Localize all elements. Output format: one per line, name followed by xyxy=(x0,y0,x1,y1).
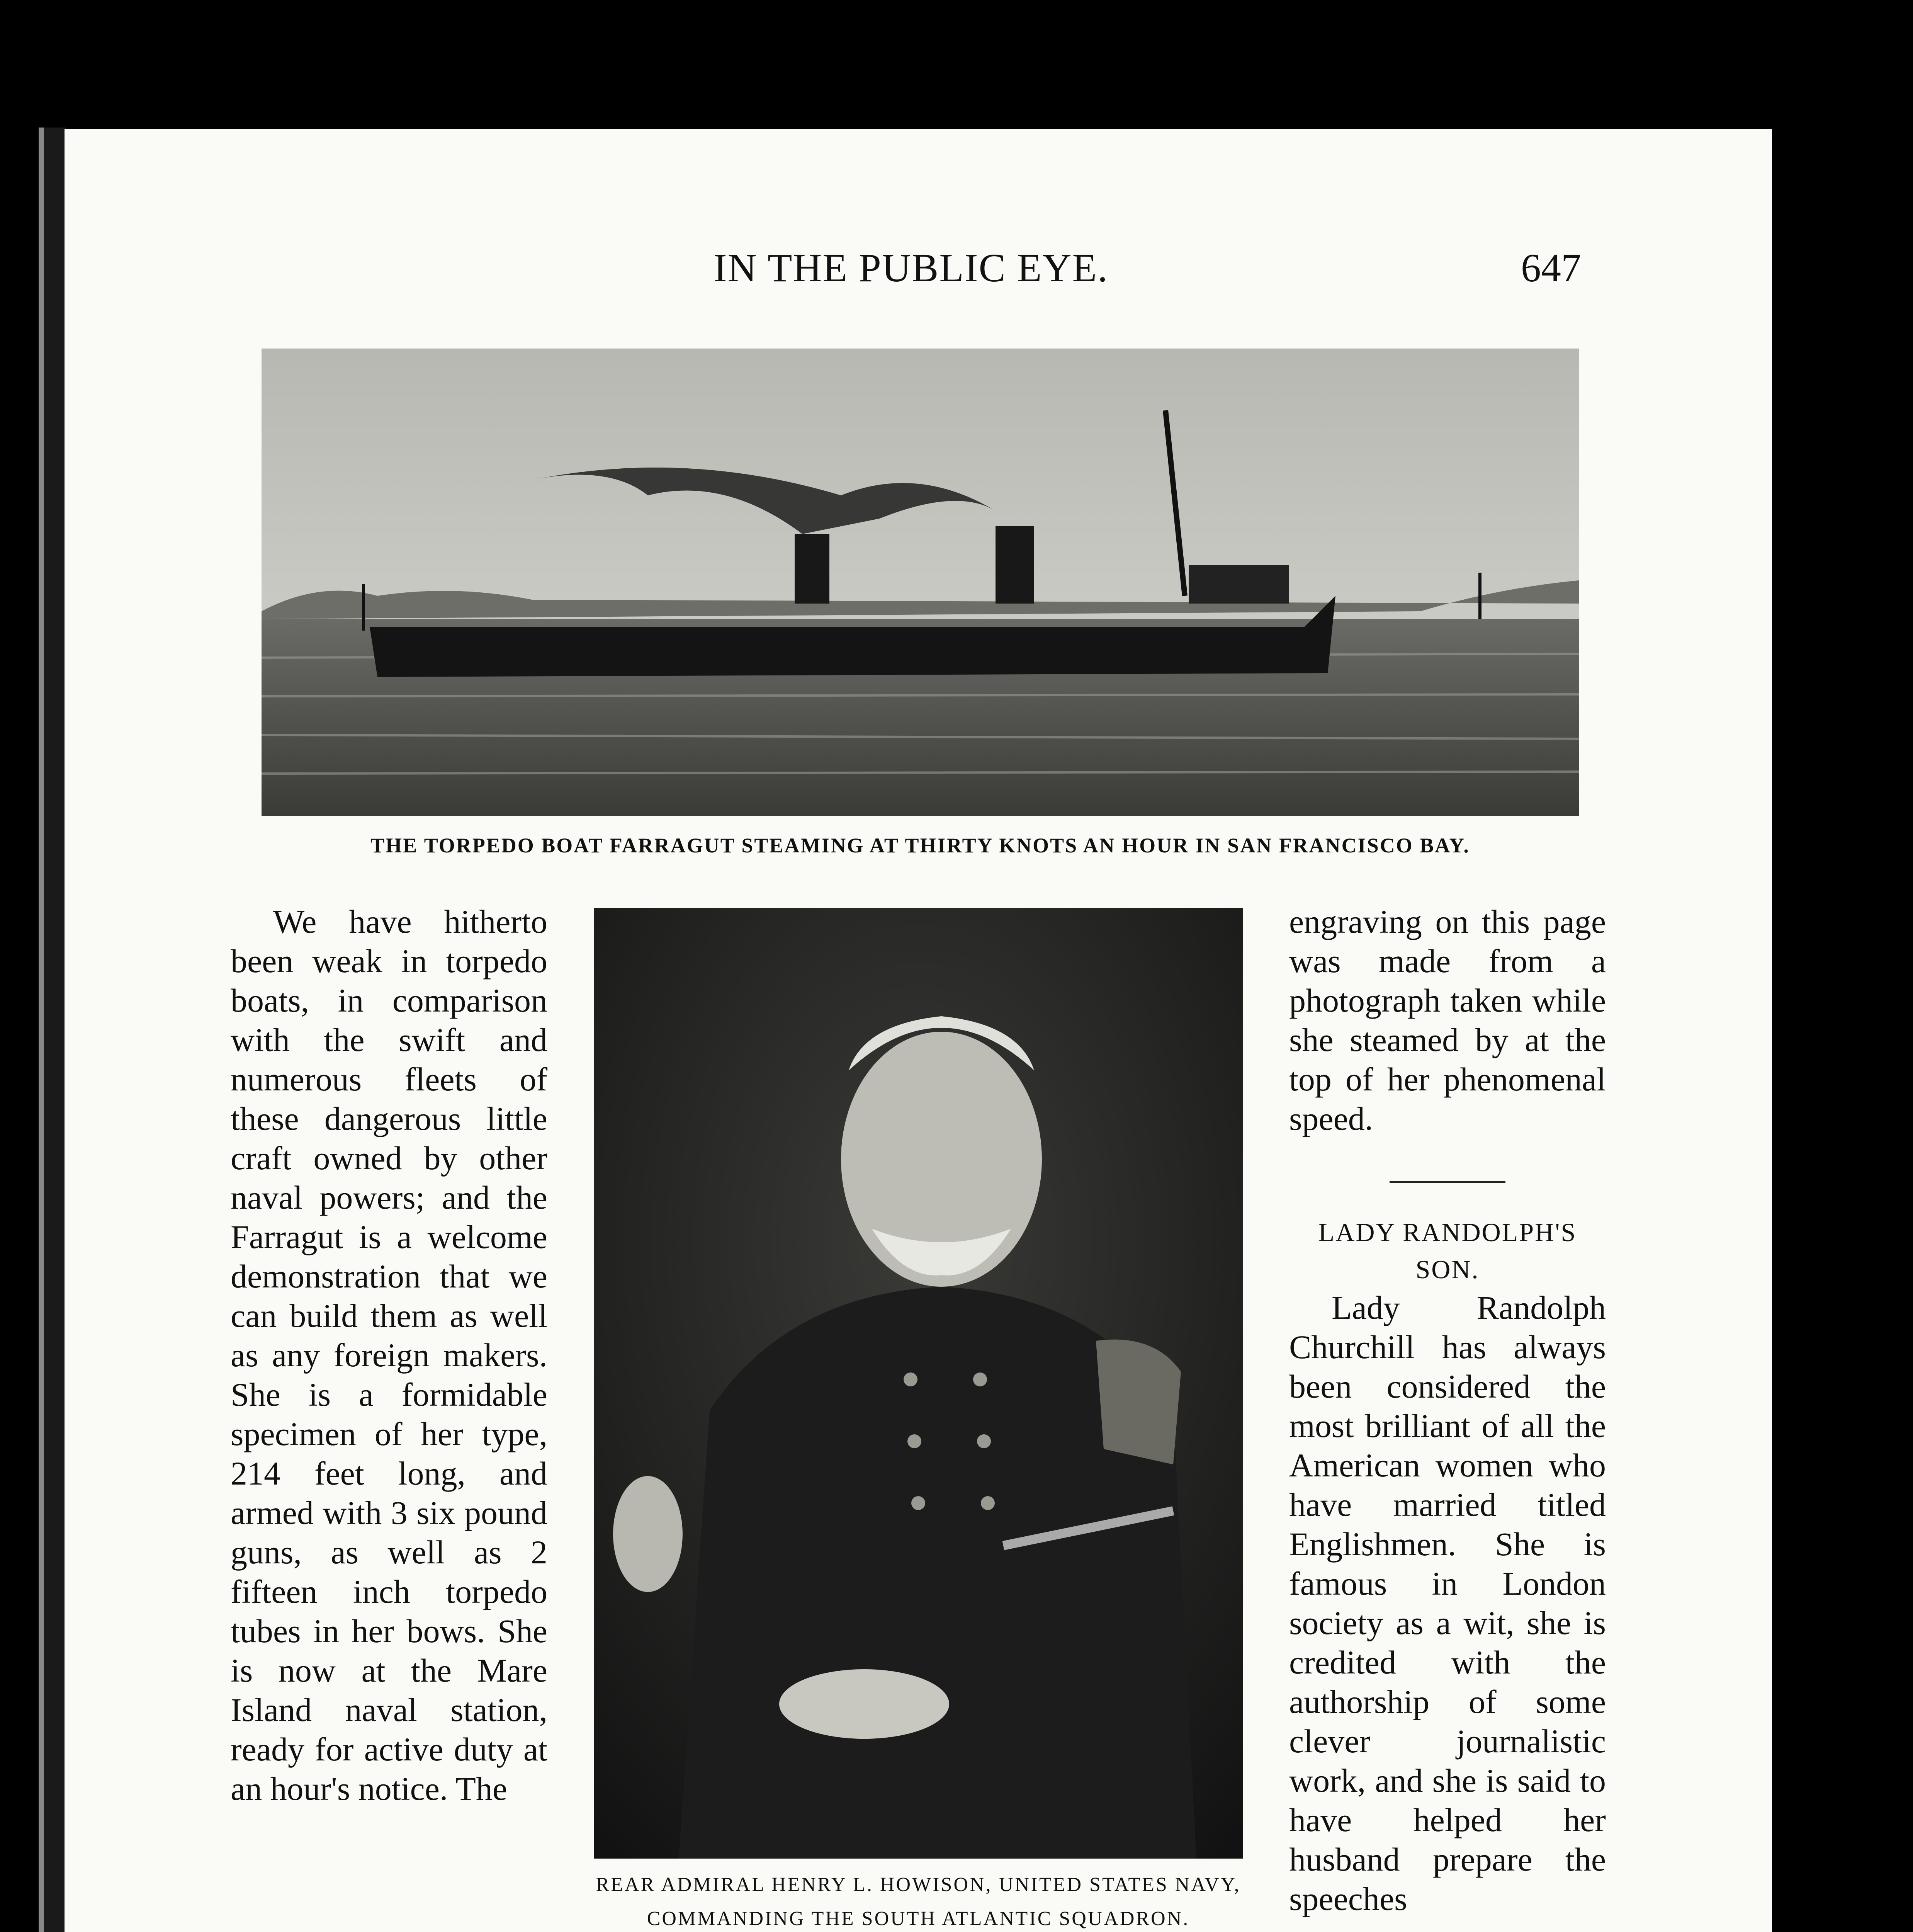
article-right-column xyxy=(1289,902,1606,1918)
farragut-caption: THE TORPEDO BOAT FARRAGUT STEAMING AT THIRTY KNOTS AN HOUR IN SAN FRANCISCO BAY. xyxy=(370,834,1470,857)
page-binding-edge xyxy=(39,128,66,1932)
howison-caption: REAR ADMIRAL HENRY L. HOWISON, UNITED STATES NAVY, COMMANDING THE SOUTH ATLANTIC SQUADRON. xyxy=(596,1874,1241,1930)
section-title: LADY RANDOLPH'S SON. xyxy=(1318,1218,1577,1284)
section-paragraph: Lady Randolph Churchill has always been considered the most brilliant of all the American women who have married titled Englishmen. She is famous in London society as a wit, she is credited with the authorship of some clever journalistic work, and she is said to have helped her husband prepare the speeches xyxy=(1289,1289,1606,1917)
page-number: 647 xyxy=(1521,246,1581,290)
article-continuation: engraving on this page was made from a photograph taken while she steamed by at the top of her phenomenal speed. xyxy=(1289,903,1606,1137)
article-left-column xyxy=(231,902,547,1808)
magazine-page xyxy=(65,129,1772,1932)
running-title: IN THE PUBLIC EYE. xyxy=(714,246,1109,290)
article-paragraph: We have hitherto been weak in torpedo boats, in comparison with the swift and numerous fleets of these dangerous little craft owned by other naval powers; and the Farragut is a welcome demonstration that we can build them as well as any foreign makers. She is a formidable specimen of her type, 214 feet long, and armed with 3 six pound guns, as well as 2 fifteen inch torpedo tubes in her bows. She is now at the Mare Island naval station, ready for active duty at an hour's notice. The xyxy=(231,903,547,1807)
running-head xyxy=(65,245,1772,291)
howison-portrait xyxy=(594,908,1243,1859)
farragut-photo xyxy=(262,349,1579,816)
section-divider xyxy=(1390,1181,1505,1183)
